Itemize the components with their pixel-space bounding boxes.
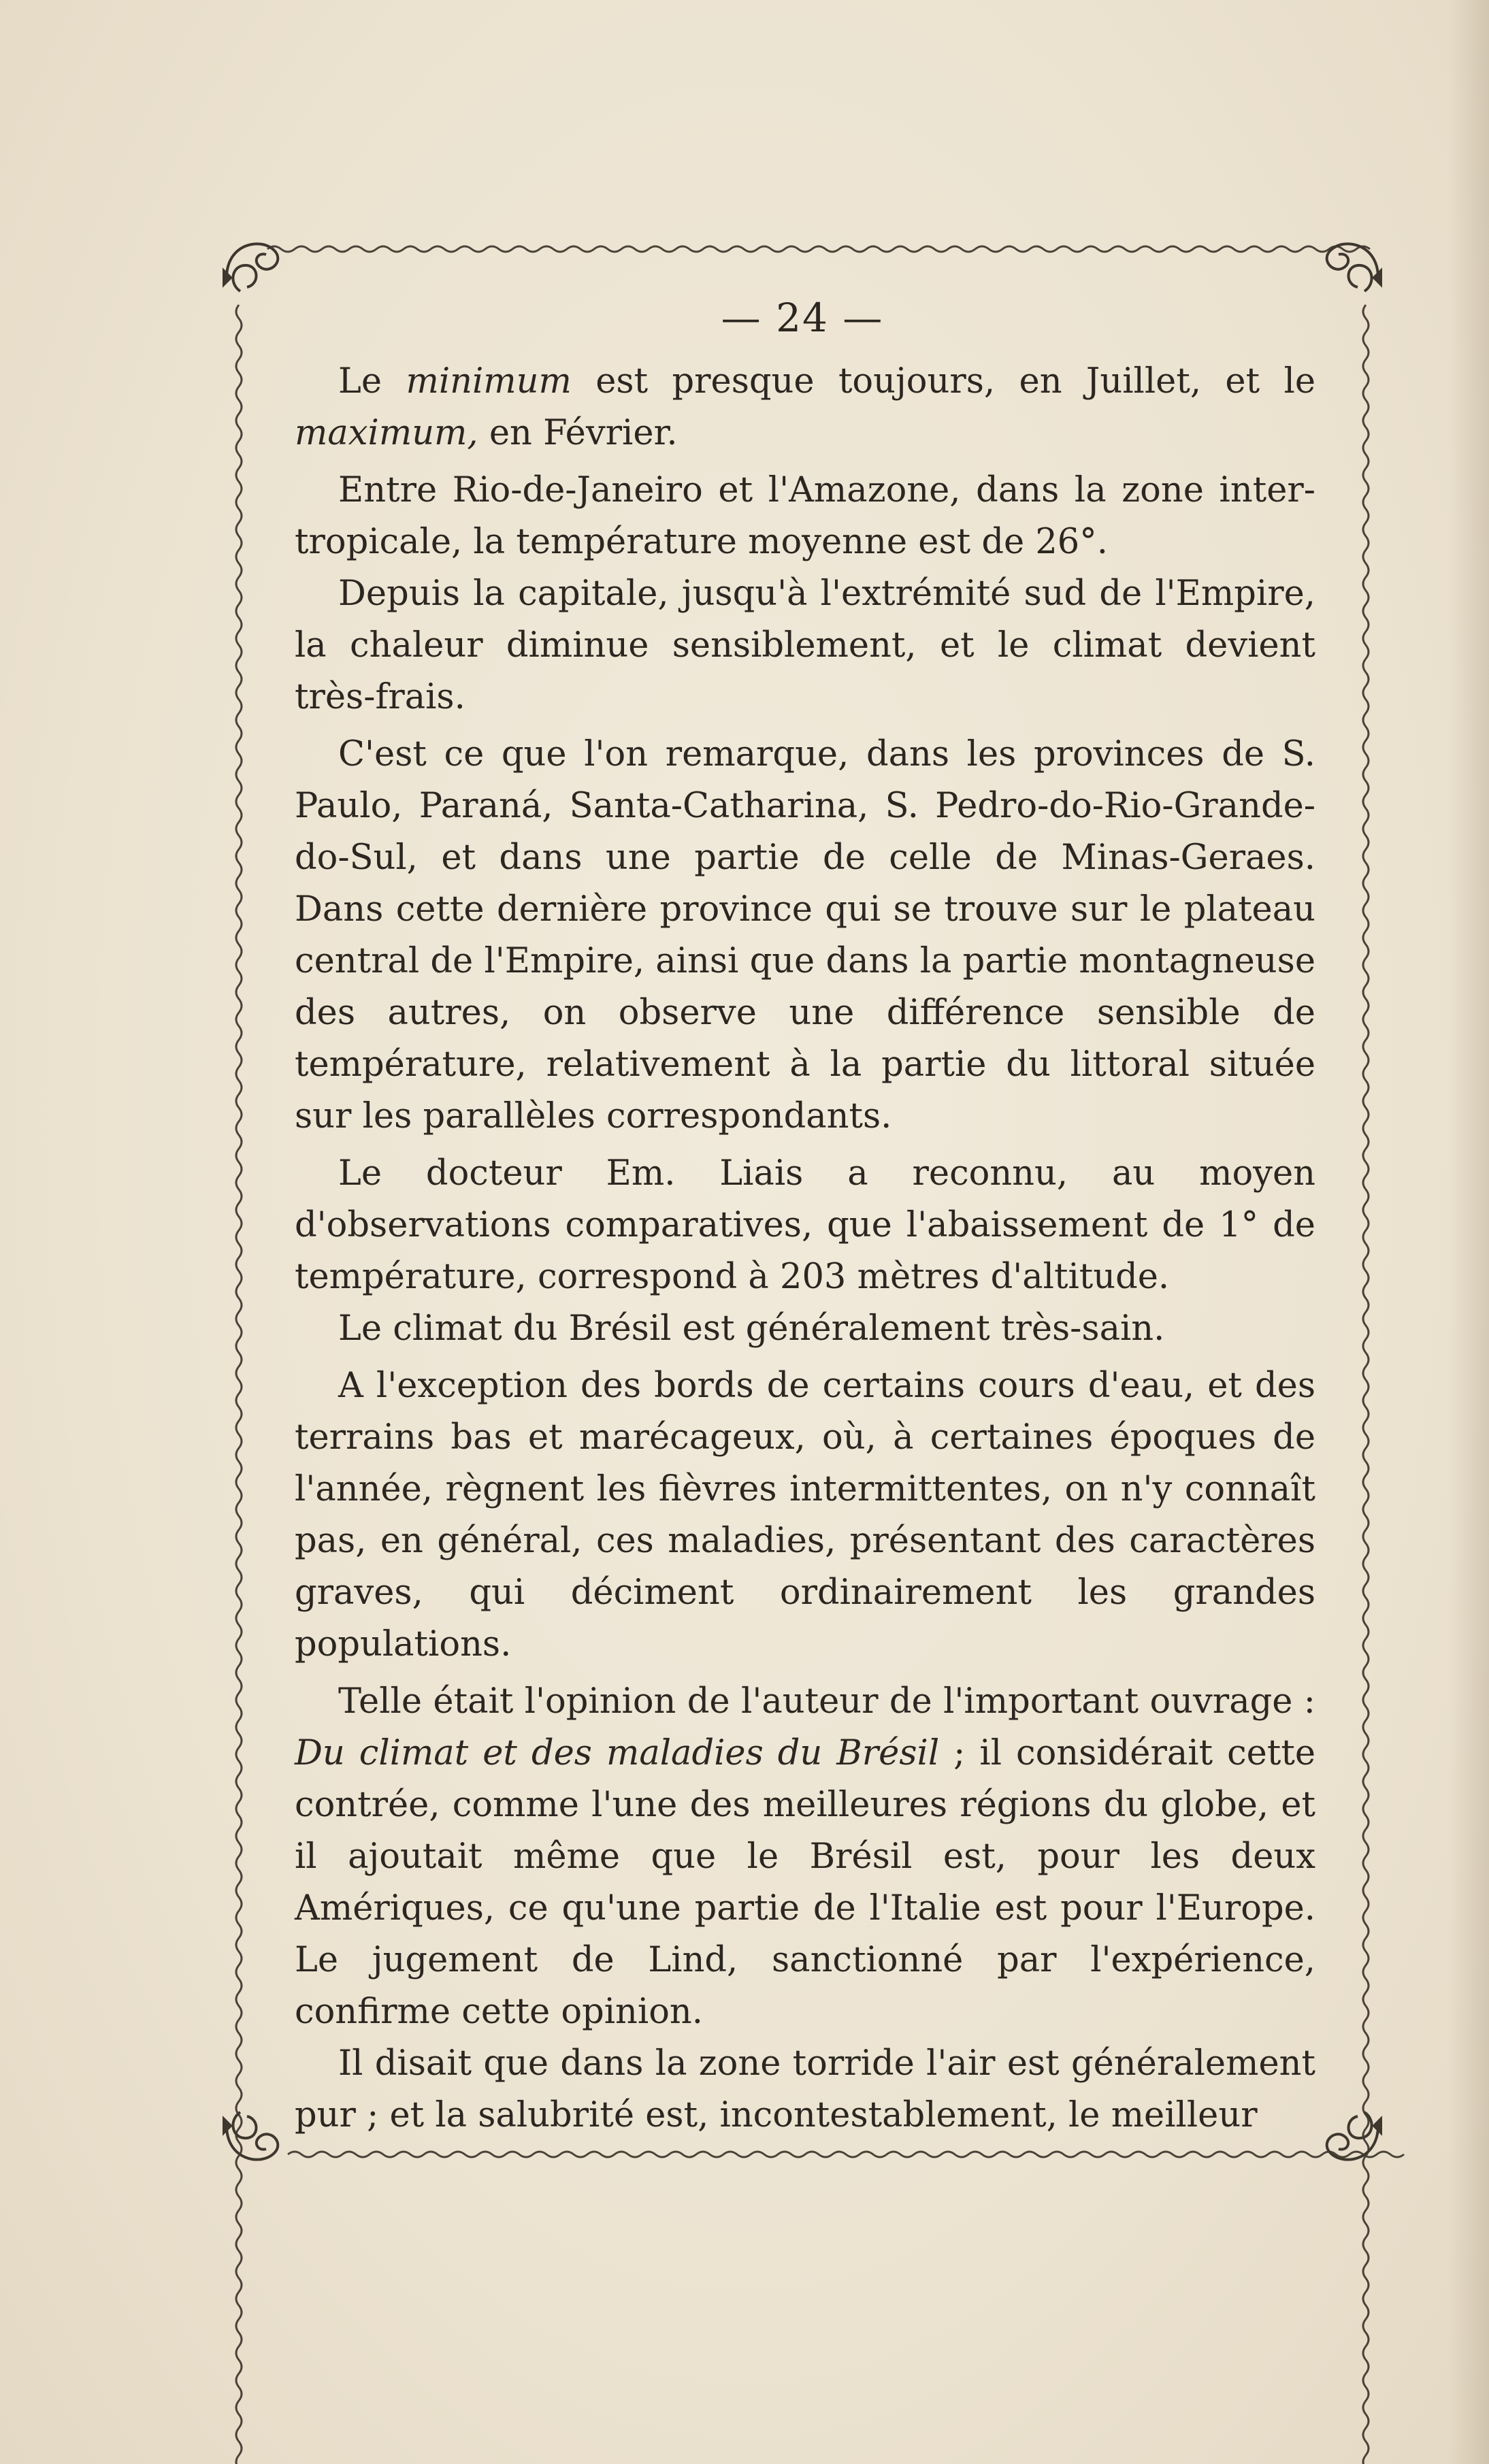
paragraph-8 <box>295 1676 1315 2038</box>
paragraph-8-end: ; il considérait cette contrée, comme l'une des meilleures régions du globe, et il ajoutait même que le Brésil est, pour les deux Amériques, ce qu'une partie de l'Italie est pour l'Europe. Le jugement de Lind, sanctionné par l'expérience, confirme cette opinion. <box>295 1733 1316 2032</box>
paragraph-5: Le docteur Em. Liais a reconnu, au moyen d'observations comparatives, que l'abaissement de 1° de température, correspond à 203 mètres d'altitude. <box>295 1153 1315 1297</box>
paragraph-1-middle: est presque toujours, en Juillet, et le <box>571 361 1315 401</box>
ornamental-frame <box>220 230 1385 2173</box>
page-number: — 24 — <box>721 295 884 341</box>
paragraph-1-start: Le <box>338 361 406 401</box>
paragraph-1 <box>295 356 1315 459</box>
paragraph-4: C'est ce que l'on remarque, dans les provinces de S. Paulo, Paraná, Santa-Catharina, S. Pedro-do-Rio-Grande-do-Sul, et dans une partie de celle de Minas-Geraes. Dans cette dernière province qui se trouve sur le plateau central de l'Empire, ainsi que dans la partie montagneuse des autres, on observe une différence sensible de température, relativement à la partie du littoral située sur les parallèles correspondants. <box>295 734 1315 1136</box>
paragraph-1-emphasis-maximum: maximum, <box>295 413 478 453</box>
top-wavy-rule <box>267 246 1370 252</box>
corner-ornament-top-left <box>224 244 278 291</box>
corner-ornament-bottom-left <box>224 2112 278 2160</box>
paragraph-7: A l'exception des bords de certains cours d'eau, et des terrains bas et marécageux, où, à certaines époques de l'année, règnent les fièvres intermittentes, on n'y connaît pas, en général, ces maladies, présentant des caractères graves, qui déciment ordinairement les grandes populations. <box>295 1366 1315 1664</box>
paragraph-2: Entre Rio-de-Janeiro et l'Amazone, dans la zone inter-tropicale, la température moyenne est de 26°. <box>295 470 1315 562</box>
right-wavy-rule <box>1363 305 1369 2464</box>
paragraph-1-emphasis-minimum: minimum <box>406 361 572 401</box>
left-wavy-rule <box>236 305 242 2464</box>
body-text <box>295 356 1315 2141</box>
paragraph-9: Il disait que dans la zone torride l'air est généralement pur ; et la salubrité est, incontestablement, le meilleur <box>295 2043 1315 2135</box>
paragraph-1-end: en Février. <box>478 413 678 453</box>
paragraph-3: Depuis la capitale, jusqu'à l'extrémité sud de l'Empire, la chaleur diminue sensiblement, et le climat devient très-frais. <box>295 574 1315 717</box>
book-title-reference: Du climat et des maladies du Brésil <box>295 1733 940 1773</box>
paragraph-6: Le climat du Brésil est généralement très-sain. <box>338 1309 1165 1349</box>
bottom-wavy-rule <box>288 2152 1404 2157</box>
paragraph-8-start: Telle était l'opinion de l'auteur de l'important ouvrage : <box>338 1681 1315 1722</box>
